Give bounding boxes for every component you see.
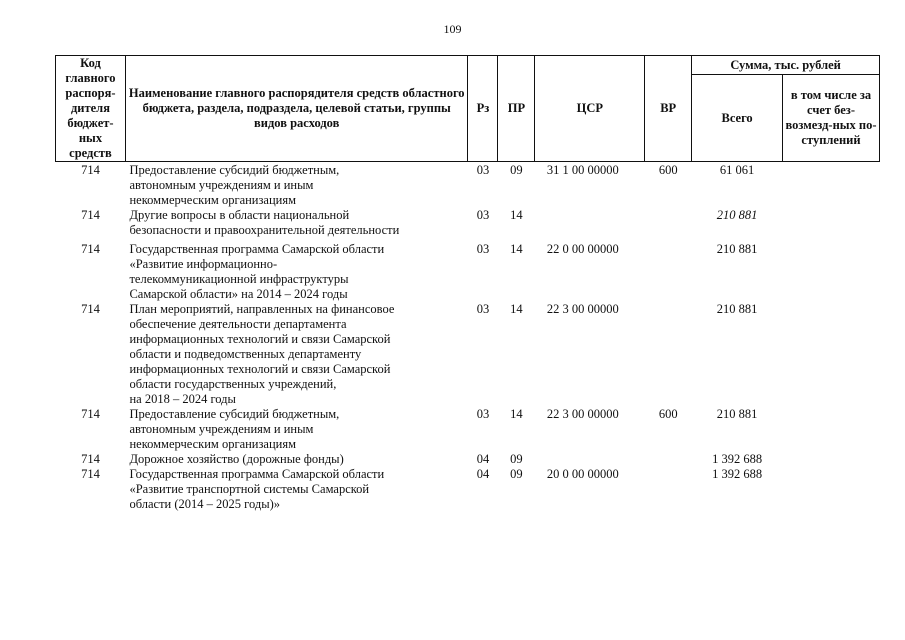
row-free [783, 407, 880, 452]
header-vr: ВР [645, 56, 692, 162]
row-csr: 22 0 00 00000 [546, 242, 619, 256]
row-total: 210 881 [716, 208, 758, 222]
table-row [56, 242, 880, 302]
row-pr: 14 [510, 407, 523, 421]
row-rz: 03 [476, 407, 490, 421]
row-csr: 31 1 00 00000 [546, 163, 619, 177]
row-csr: 22 3 00 00000 [546, 407, 619, 421]
row-vr: 600 [658, 407, 678, 421]
table-row [56, 407, 880, 452]
row-vr [645, 452, 692, 467]
row-name: Государственная программа Самарской области «Развитие информационно- телекоммуникационной инфраструктуры Самарской области» на 2014 – 2024 годы [129, 242, 385, 301]
row-rz: 04 [476, 452, 490, 466]
header-pr: ПР [498, 56, 535, 162]
row-free [783, 302, 880, 407]
table-body [56, 162, 880, 513]
row-total: 61 061 [719, 163, 755, 177]
row-code: 714 [81, 452, 100, 466]
row-csr: 20 0 00 00000 [546, 467, 619, 481]
row-code: 714 [81, 242, 100, 256]
row-name: Дорожное хозяйство (дорожные фонды) [129, 452, 344, 466]
row-free [783, 162, 880, 209]
header-name: Наименование главного распорядителя средств областного бюджета, раздела, подраздела, целевой статьи, группы видов расходов [125, 56, 468, 162]
row-code: 714 [81, 208, 100, 222]
table-row [56, 208, 880, 238]
row-pr: 09 [510, 452, 523, 466]
row-pr: 14 [510, 302, 523, 316]
header-free: в том числе за счет без-возмезд-ных по-ступлений [783, 75, 880, 162]
row-rz: 03 [476, 302, 490, 316]
row-rz: 04 [476, 467, 490, 481]
row-name: Предоставление субсидий бюджетным, автономным учреждениям и иным некоммерческим организациям [129, 163, 340, 207]
row-free [783, 467, 880, 512]
row-name: Другие вопросы в области национальной безопасности и правоохранительной деятельности [129, 208, 400, 237]
row-code: 714 [81, 407, 100, 421]
row-total: 1 392 688 [712, 452, 763, 466]
header-rz: Рз [468, 56, 498, 162]
row-vr [645, 208, 692, 238]
row-name: Государственная программа Самарской области «Развитие транспортной системы Самарской области (2014 – 2025 годы)» [129, 467, 385, 511]
table-row [56, 302, 880, 407]
row-total: 1 392 688 [712, 467, 763, 481]
row-total: 210 881 [716, 407, 758, 421]
row-vr [645, 467, 692, 512]
budget-table [55, 55, 880, 512]
row-code: 714 [81, 467, 100, 481]
row-pr: 09 [510, 163, 523, 177]
row-name: План мероприятий, направленных на финансовое обеспечение деятельности департамента информационных технологий и связи Самарской области и подведомственных департаменту информационных технологий и связи Самарской области государственных учреждений, на 2018 – 2024 годы [129, 302, 395, 406]
row-pr: 09 [510, 467, 523, 481]
row-free [783, 208, 880, 238]
table-row [56, 467, 880, 512]
table-row [56, 452, 880, 467]
table-row [56, 162, 880, 209]
row-code: 714 [81, 163, 100, 177]
table-header [56, 56, 880, 162]
row-csr: 22 3 00 00000 [546, 302, 619, 316]
row-rz: 03 [476, 242, 490, 256]
page-number: 109 [443, 22, 462, 36]
row-total: 210 881 [716, 242, 758, 256]
header-sum: Сумма, тыс. рублей [692, 56, 880, 75]
row-free [783, 452, 880, 467]
row-vr [645, 302, 692, 407]
row-free [783, 242, 880, 302]
row-vr: 600 [658, 163, 678, 177]
row-rz: 03 [476, 208, 490, 222]
row-csr [535, 208, 645, 238]
row-pr: 14 [510, 242, 523, 256]
header-total: Всего [692, 75, 783, 162]
row-rz: 03 [476, 163, 490, 177]
row-vr [645, 242, 692, 302]
row-name: Предоставление субсидий бюджетным, автономным учреждениям и иным некоммерческим организациям [129, 407, 340, 451]
header-csr: ЦСР [535, 56, 645, 162]
row-csr [535, 452, 645, 467]
row-code: 714 [81, 302, 100, 316]
row-total: 210 881 [716, 302, 758, 316]
row-pr: 14 [510, 208, 523, 222]
header-code: Код главного распоря-дителя бюджет-ных средств [56, 56, 126, 162]
